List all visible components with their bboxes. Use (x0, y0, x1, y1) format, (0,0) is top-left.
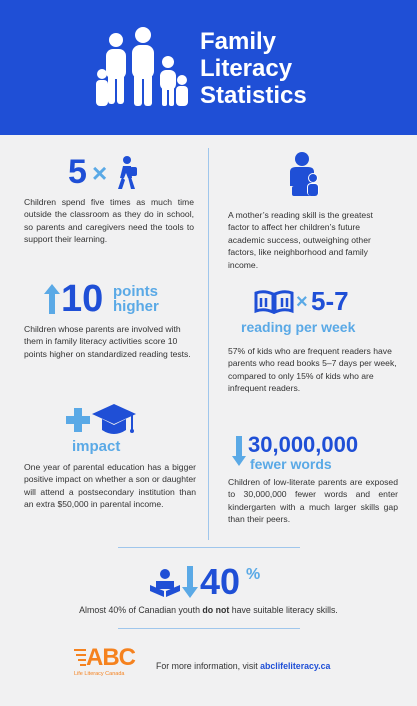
forty-number: 40 (200, 561, 241, 602)
reading-times-symbol: × (296, 291, 308, 313)
column-divider (208, 148, 209, 540)
abc-logo (74, 645, 144, 681)
times-symbol: × (92, 158, 108, 188)
walking-child-icon (114, 156, 138, 190)
five-times-text: Children spend five times as much time outside the classroom as they do in school, so parents and caregivers need the tools to support their learning. (24, 197, 194, 245)
section-divider-bottom (118, 628, 300, 629)
reading-week-text: 57% of kids who are frequent readers have parents who read books 5–7 days per week, compared to only 15% of kids who are infrequent readers. (228, 346, 397, 394)
open-book-icon (254, 290, 294, 314)
forty-text: Almost 40% of Canadian youth do not have suitable literacy skills. (79, 605, 338, 615)
impact-label: impact (72, 438, 121, 455)
fewer-words-text: Children of low-literate parents are exposed to 30,000,000 fewer words and enter kindergarten with a much larger skills gap than their peers. (228, 477, 398, 525)
thirty-million-number: 30,000,000 (248, 432, 359, 457)
reading-per-week-label: reading per week (241, 319, 356, 335)
abc-logo-stripes-icon (74, 647, 86, 669)
mother-child-icon (288, 152, 322, 196)
footer-info: For more information, visit abclifeliteracy.ca (156, 661, 331, 671)
mother-text: A mother’s reading skill is the greatest factor to affect her children’s future academic success, outweighing other factors, like neighborhood and family income. (228, 210, 373, 270)
page-title: Family Literacy Statistics (200, 28, 307, 109)
website-link[interactable]: abclifeliteracy.ca (260, 661, 331, 671)
percent-symbol: % (246, 566, 261, 583)
plus-icon (66, 408, 90, 432)
section-divider-top (118, 547, 300, 548)
graduation-cap-icon (92, 402, 136, 440)
ten-points-number: 10 (61, 278, 104, 320)
family-icon (96, 24, 190, 108)
abc-logo-subtext: Life Literacy Canada (74, 671, 125, 677)
header-banner (0, 0, 417, 135)
impact-text: One year of parental education has a bigger positive impact on whether a son or daughter will attend a postsecondary institution than an extra $50,000 in parental income. (24, 462, 196, 510)
five-times-number: 5 (68, 153, 87, 191)
ten-points-text: Children whose parents are involved with them in family literacy activities score 10 points higher on standardized reading tests. (24, 324, 191, 359)
down-arrow-icon (232, 436, 246, 466)
higher-label: higher (113, 298, 159, 315)
points-label: points (113, 283, 158, 300)
reading-child-icon (150, 569, 180, 597)
forty-down-arrow-icon (182, 566, 198, 598)
five-seven-number: 5-7 (311, 286, 349, 316)
abc-logo-text: ABC (86, 644, 135, 671)
up-arrow-icon (44, 284, 60, 314)
fewer-words-label: fewer words (250, 456, 332, 472)
